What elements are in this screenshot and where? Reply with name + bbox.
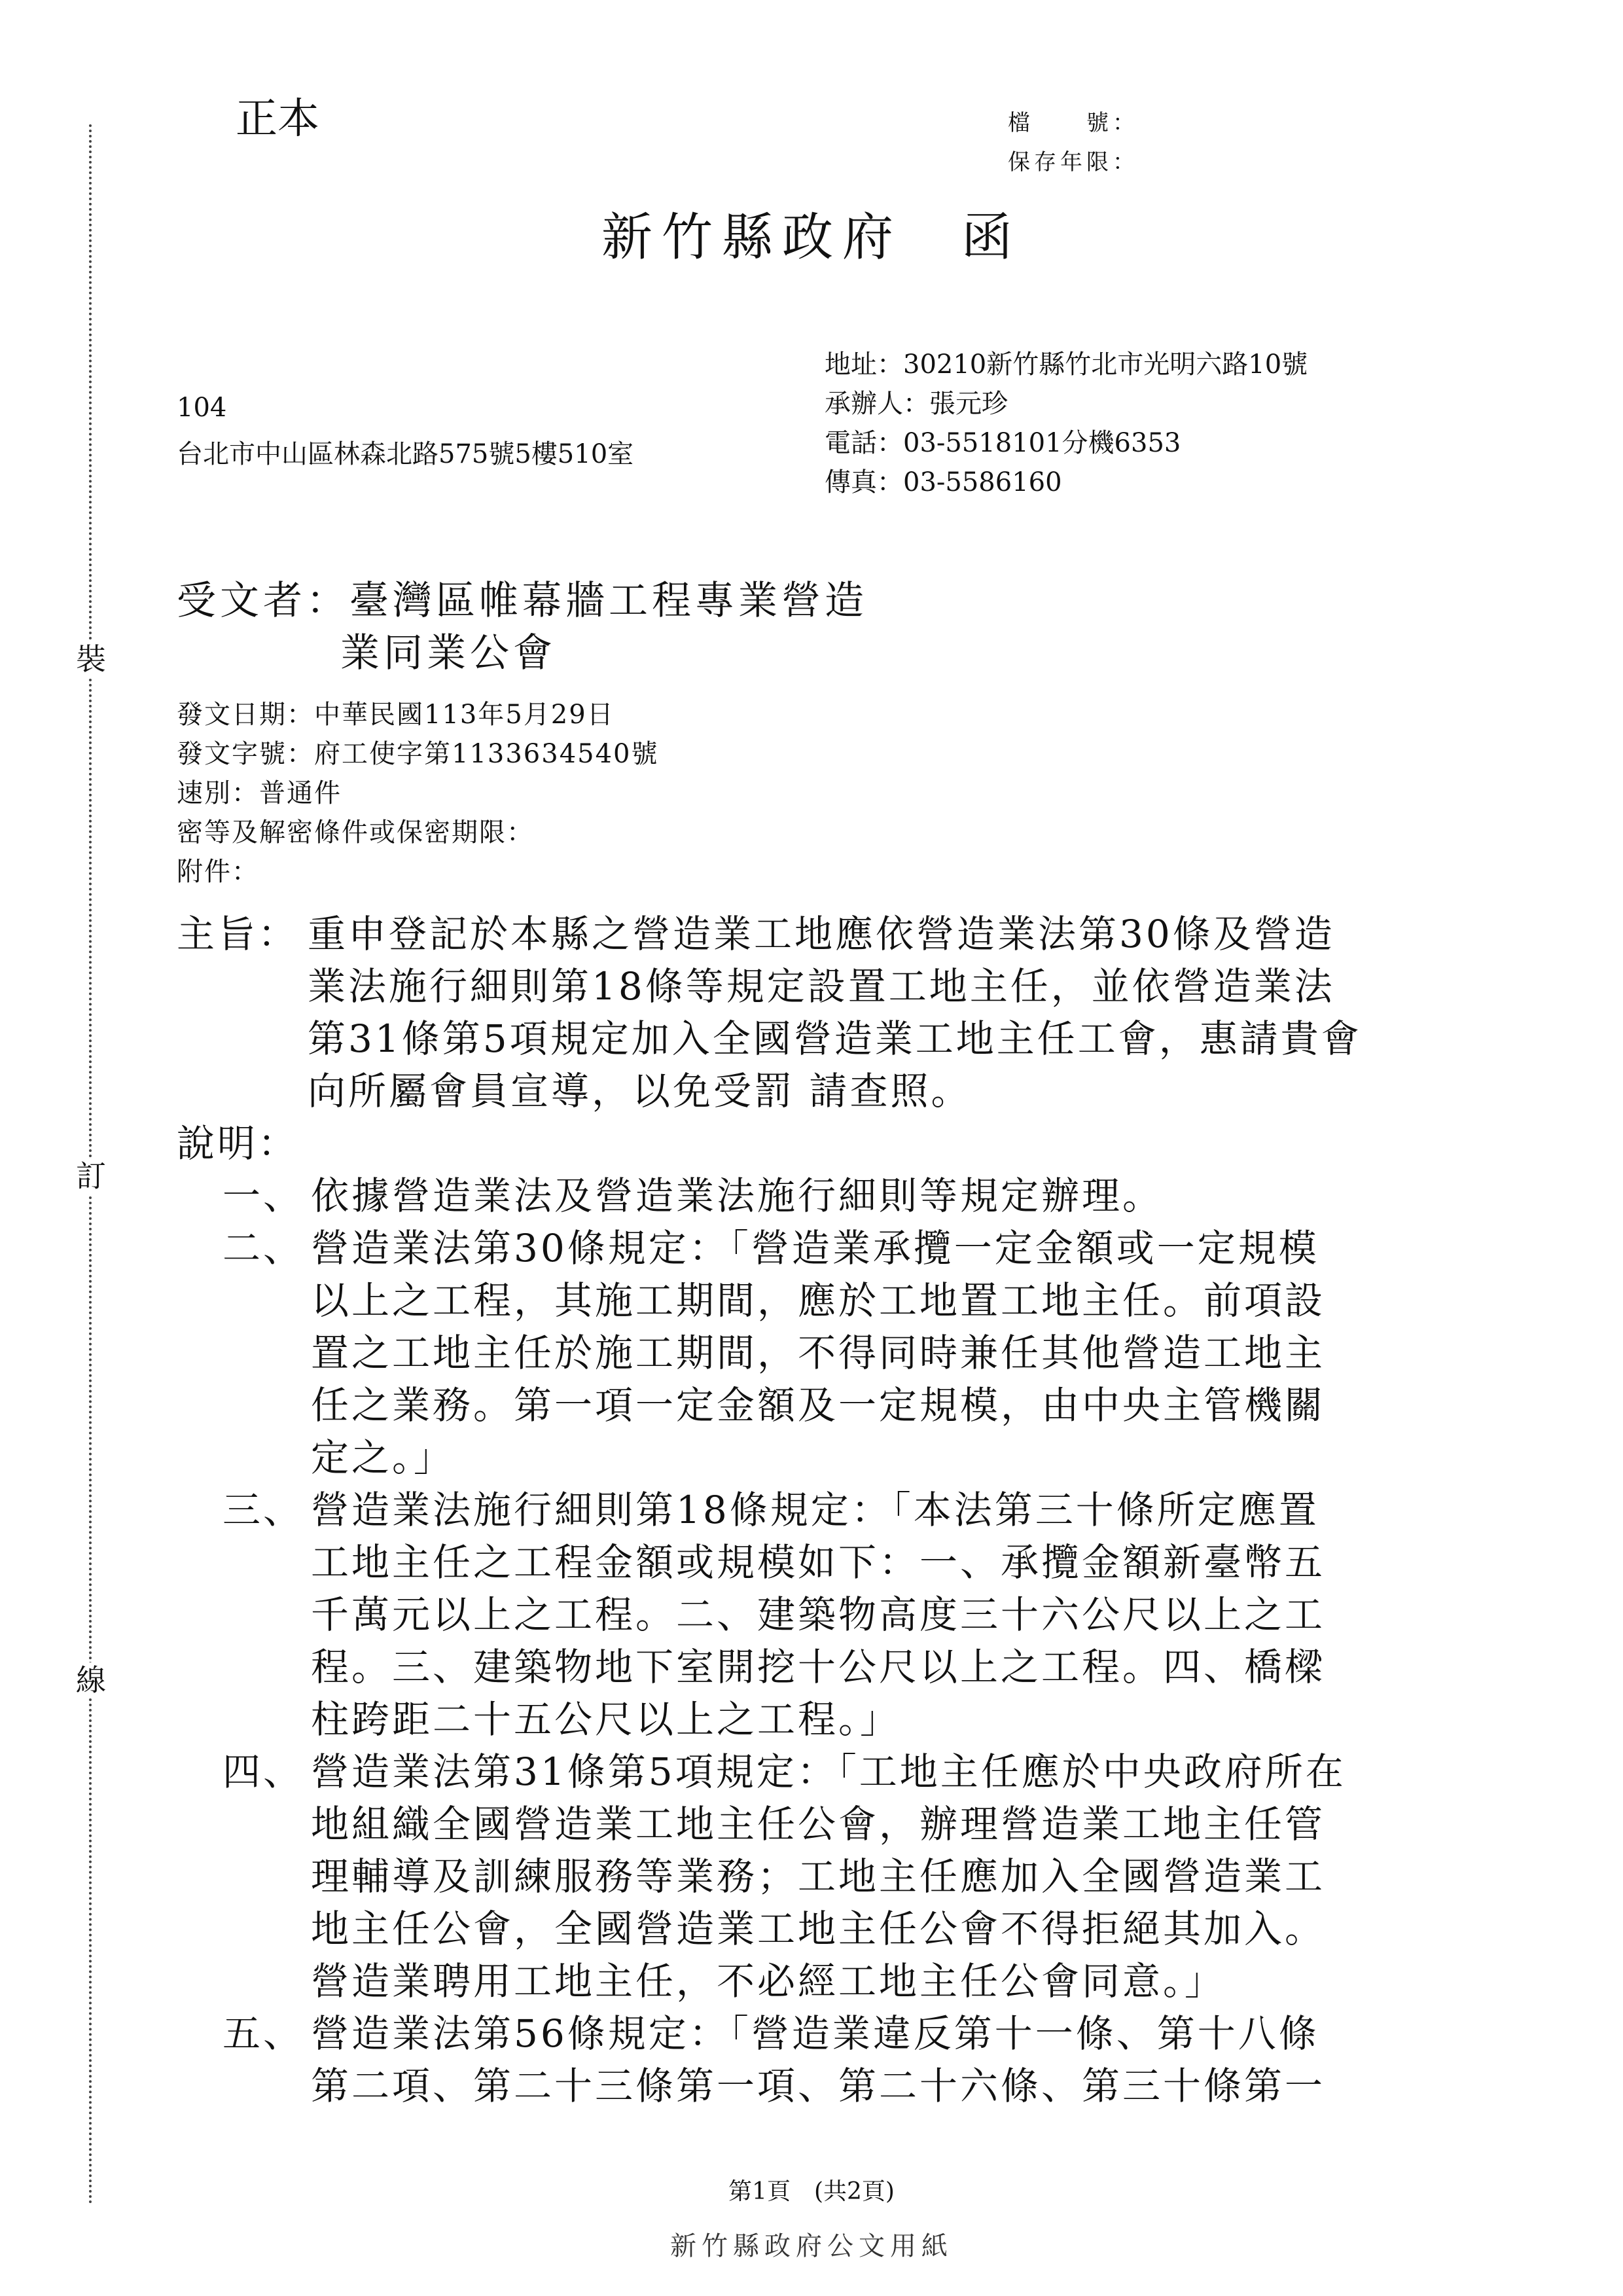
item-line: 理輔導及訓練服務等業務；工地主任應加入全國營造業工 — [311, 1854, 1326, 1899]
original-copy-mark: 正本 — [236, 95, 319, 143]
document-type: 函 — [961, 208, 1022, 267]
item-line: 程。三、建築物地下室開挖十公尺以上之工程。四、橋樑 — [311, 1645, 1326, 1689]
item-line: 第二項、第二十三條第一項、第二十六條、第三十條第一 — [311, 2064, 1326, 2108]
item-number: 三、 — [223, 1488, 304, 1532]
sender-fax: 傳真：03-5586160 — [825, 467, 1062, 497]
sender-officer: 承辦人：張元珍 — [825, 389, 1008, 419]
agency-name: 新竹縣政府 — [601, 208, 902, 267]
binding-mark-xian: 線 — [76, 1662, 106, 1698]
recipient-line-2: 業同業公會 — [340, 630, 556, 676]
item-line: 千萬元以上之工程。二、建築物高度三十六公尺以上之工 — [311, 1592, 1326, 1637]
subject-line: 向所屬會員宣導，以免受罰 請查照。 — [308, 1069, 972, 1113]
binding-mark-zhuang: 裝 — [76, 641, 106, 677]
issue-date: 發文日期：中華民國113年5月29日 — [177, 700, 615, 730]
item-number: 一、 — [223, 1174, 304, 1218]
item-line: 地主任公會，全國營造業工地主任公會不得拒絕其加入。 — [311, 1907, 1326, 1951]
binding-mark-ding: 訂 — [76, 1158, 106, 1194]
item-number: 五、 — [223, 2011, 304, 2056]
secrecy-level: 密等及解密條件或保密期限： — [177, 817, 534, 848]
attachment-label: 附件： — [177, 857, 259, 887]
recipient-street-address: 台北市中山區林森北路575號5樓510室 — [177, 439, 634, 469]
item-line: 地組織全國營造業工地主任公會，辦理營造業工地主任管 — [311, 1802, 1326, 1846]
document-title — [0, 196, 1623, 270]
item-line: 營造業法第56條規定：「營造業違反第十一條、第十八條 — [311, 2011, 1319, 2056]
item-line: 工地主任之工程金額或規模如下：一、承攬金額新臺幣五 — [311, 1540, 1326, 1585]
retention-period-label: 保存年限： — [1008, 149, 1139, 175]
item-line: 營造業法第30條規定：「營造業承攬一定金額或一定規模 — [311, 1226, 1319, 1270]
item-line: 營造業聘用工地主任，不必經工地主任公會同意。」 — [311, 1959, 1226, 2003]
item-line: 營造業法第31條第5項規定：「工地主任應於中央政府所在 — [311, 1749, 1346, 1794]
item-line: 依據營造業法及營造業法施行細則等規定辦理。 — [311, 1174, 1164, 1218]
subject-line: 重申登記於本縣之營造業工地應依營造業法第30條及營造 — [308, 912, 1335, 956]
item-number: 四、 — [223, 1749, 304, 1794]
page-indicator: 第1頁 (共2頁) — [728, 2178, 895, 2205]
item-line: 任之業務。第一項一定金額及一定規模，由中央主管機關 — [311, 1383, 1326, 1427]
subject-line: 業法施行細則第18條等規定設置工地主任，並依營造業法 — [308, 964, 1335, 1009]
recipient-line-1: 受文者：臺灣區帷幕牆工程專業營造 — [177, 578, 868, 624]
item-line: 定之。」 — [311, 1435, 455, 1480]
item-line: 營造業法施行細則第18條規定：「本法第三十條所定應置 — [311, 1488, 1319, 1532]
item-line: 以上之工程，其施工期間，應於工地置工地主任。前項設 — [311, 1278, 1326, 1323]
document-number: 發文字號：府工使字第1133634540號 — [177, 739, 659, 769]
stationery-label: 新竹縣政府公文用紙 — [670, 2231, 953, 2261]
speed-class: 速別：普通件 — [177, 778, 342, 808]
explanation-heading: 說明： — [177, 1121, 299, 1166]
sender-address: 地址：30210新竹縣竹北市光明六路10號 — [825, 350, 1308, 380]
item-line: 置之工地主任於施工期間，不得同時兼任其他營造工地主 — [311, 1331, 1326, 1375]
subject-line: 第31條第5項規定加入全國營造業工地主任工會，惠請貴會 — [308, 1016, 1362, 1061]
subject-heading: 主旨： — [177, 912, 299, 956]
file-number-label: 檔 號： — [1008, 110, 1139, 136]
recipient-postcode: 104 — [177, 393, 227, 423]
item-number: 二、 — [223, 1226, 304, 1270]
item-line: 柱跨距二十五公尺以上之工程。」 — [311, 1697, 901, 1742]
sender-phone: 電話：03-5518101分機6353 — [825, 428, 1181, 458]
